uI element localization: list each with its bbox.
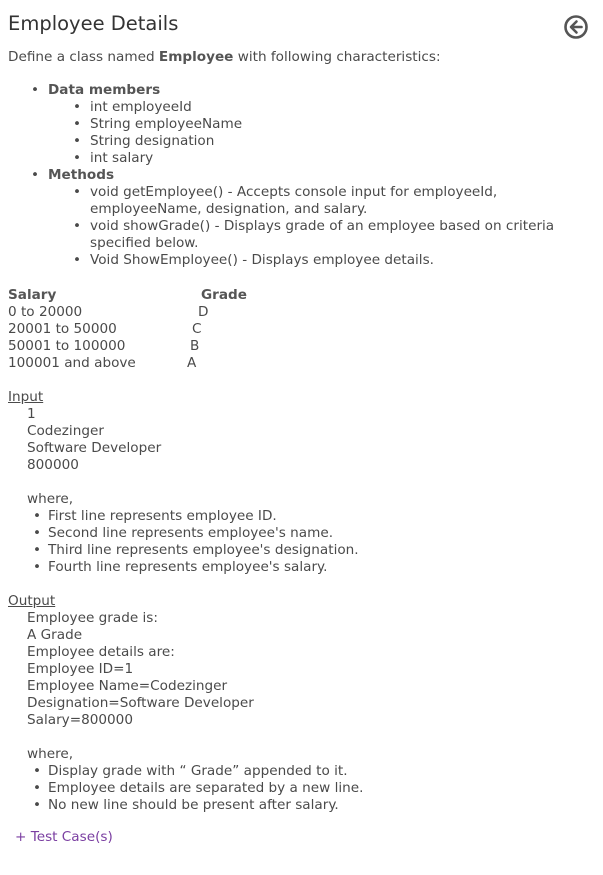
input-where: where,: [27, 491, 74, 507]
list-item: • Fourth line represents employee's salary.: [29, 559, 359, 576]
input-notes-list: [29, 508, 359, 576]
input-line: Codezinger: [27, 423, 104, 439]
methods-section: [31, 167, 596, 269]
table-cell-salary: 50001 to 100000: [8, 338, 126, 354]
characteristics-list: [31, 82, 596, 269]
output-line: Employee ID=1: [27, 661, 134, 677]
output-line: Employee Name=Codezinger: [27, 678, 228, 694]
table-cell-salary: 20001 to 50000: [8, 321, 117, 337]
table-header-grade: Grade: [201, 287, 247, 303]
input-label: Input: [8, 389, 44, 405]
list-item: • String employeeName: [68, 116, 596, 133]
input-line: 800000: [27, 457, 79, 473]
output-where: where,: [27, 746, 74, 762]
list-item: • Second line represents employee's name.: [29, 525, 359, 542]
intro-text: [8, 49, 441, 65]
output-line: Employee details are:: [27, 644, 175, 660]
input-line: 1: [27, 406, 36, 422]
class-name: Employee: [158, 49, 234, 65]
output-sample: [27, 610, 254, 729]
list-item: • Void ShowEmployee() - Displays employee details.: [68, 252, 596, 269]
output-notes-list: [29, 763, 363, 814]
data-members-list: [48, 99, 596, 167]
output-label: Output: [8, 593, 56, 609]
list-item: • Third line represents employee's designation.: [29, 542, 359, 559]
output-line: Designation=Software Developer: [27, 695, 254, 711]
list-item: • No new line should be present after salary.: [29, 797, 363, 814]
table-cell-grade: A: [187, 355, 197, 371]
methods-list: [48, 184, 596, 269]
output-line: Salary=800000: [27, 712, 133, 728]
intro-suffix: with following characteristics:: [233, 49, 441, 65]
list-item: • Display grade with “ Grade” appended to it.: [29, 763, 363, 780]
table-header-salary: Salary: [8, 287, 57, 303]
input-line: Software Developer: [27, 440, 162, 456]
list-item: • String designation: [68, 133, 596, 150]
list-item: • Employee details are separated by a new line.: [29, 780, 363, 797]
table-cell-grade: D: [198, 304, 209, 320]
list-item: • void getEmployee() - Accepts console input for employeeId, employeeName, designation, and salary.: [68, 184, 596, 218]
table-cell-salary: 0 to 20000: [8, 304, 83, 320]
back-arrow-circle-icon[interactable]: [563, 14, 589, 40]
list-item: • int employeeId: [68, 99, 596, 116]
table-cell-grade: B: [190, 338, 200, 354]
table-cell-salary: 100001 and above: [8, 355, 136, 371]
list-item: • void showGrade() - Displays grade of an employee based on criteria specified below.: [68, 218, 596, 252]
data-members-section: [31, 82, 596, 167]
list-item: • int salary: [68, 150, 596, 167]
test-cases-link[interactable]: + Test Case(s): [15, 829, 113, 845]
data-members-heading: • Data members: [48, 82, 161, 98]
table-cell-grade: C: [192, 321, 202, 337]
methods-heading: • Methods: [48, 167, 115, 183]
intro-prefix: Define a class named: [8, 49, 159, 65]
output-line: A Grade: [27, 627, 83, 643]
output-line: Employee grade is:: [27, 610, 158, 626]
input-sample: [27, 406, 161, 474]
page-title: Employee Details: [8, 12, 179, 35]
list-item: • First line represents employee ID.: [29, 508, 359, 525]
